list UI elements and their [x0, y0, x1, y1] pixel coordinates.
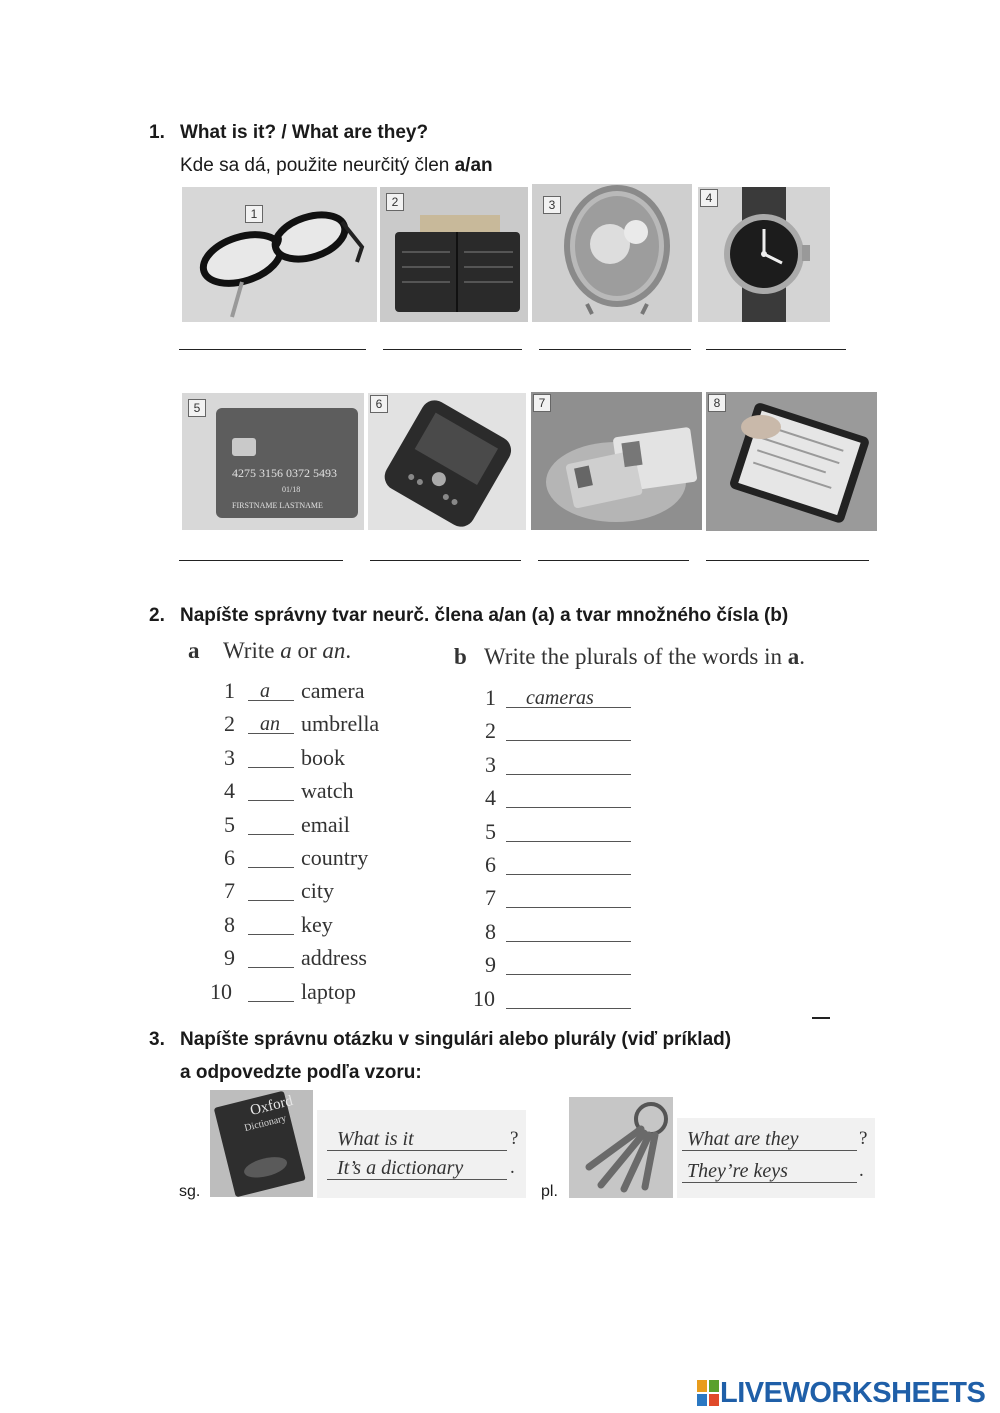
- blank-line: [506, 1008, 631, 1009]
- article-input[interactable]: [248, 878, 294, 900]
- item-number: 2: [485, 718, 496, 744]
- answer-input-8[interactable]: [706, 537, 869, 559]
- item-number: 6: [224, 845, 235, 870]
- pl-answer: They’re keys: [687, 1160, 788, 1182]
- item-word: camera: [301, 678, 365, 703]
- blank-line: [506, 740, 631, 741]
- pl-example-card: [677, 1118, 875, 1198]
- article-answer: an: [260, 713, 280, 736]
- instruction-dot: .: [345, 638, 352, 663]
- instruction-dot: .: [799, 644, 806, 669]
- item-number: 5: [485, 818, 496, 844]
- article-input[interactable]: [248, 945, 294, 967]
- plural-input[interactable]: [506, 752, 631, 774]
- answer-input-1[interactable]: [179, 326, 366, 348]
- plural-input[interactable]: [506, 718, 631, 740]
- blank-line: [506, 841, 631, 842]
- blank-line: [506, 941, 631, 942]
- photo-wallet: [380, 187, 528, 322]
- dash-mark: [812, 1017, 830, 1019]
- photo-number: 3: [543, 196, 561, 214]
- answer-input-4[interactable]: [706, 326, 846, 348]
- photo-number: 1: [245, 205, 263, 223]
- item-number: 7: [224, 878, 235, 904]
- answer-line: [682, 1150, 857, 1151]
- blank-line: [248, 967, 294, 968]
- item-word: umbrella: [301, 711, 380, 737]
- photo-tablet: [706, 392, 877, 531]
- part-a-letter: a: [188, 638, 200, 663]
- answer-line: [706, 560, 869, 561]
- blank-line: [248, 1001, 294, 1002]
- plural-input[interactable]: [506, 885, 631, 907]
- section2-title: Napíšte správny tvar neurč. člena a/an (a) a tvar množného čísla (b): [180, 605, 789, 626]
- instruction-bold: a: [787, 644, 800, 669]
- photo-watch: [698, 187, 830, 322]
- item-number: 6: [485, 852, 496, 877]
- item-number: 7: [485, 885, 496, 911]
- blank-line: [506, 874, 631, 875]
- answer-line: [370, 560, 521, 561]
- article-input[interactable]: [248, 812, 294, 834]
- blank-line: [248, 867, 294, 868]
- photo-number: 2: [386, 193, 404, 211]
- plural-input[interactable]: [506, 819, 631, 841]
- article-input[interactable]: [248, 845, 294, 867]
- part-a-instruction: [223, 638, 351, 664]
- photo-number: 4: [700, 189, 718, 207]
- answer-line: [327, 1150, 507, 1151]
- item-number: 10: [473, 985, 495, 1011]
- article-input[interactable]: [248, 912, 294, 934]
- photo-number: 8: [708, 394, 726, 412]
- item-word: address: [301, 945, 367, 971]
- item-number: 9: [485, 952, 496, 978]
- photo-phone: [368, 393, 526, 530]
- blank-line: [248, 900, 294, 901]
- section1-instruction: [180, 155, 493, 177]
- answer-line: [383, 349, 522, 350]
- photo-frame: [532, 184, 692, 322]
- plural-input[interactable]: [506, 952, 631, 974]
- item-number: 2: [224, 711, 235, 737]
- item-word: book: [301, 744, 345, 770]
- instruction-or: or: [291, 638, 323, 663]
- item-word: watch: [301, 778, 354, 804]
- section2-number: 2.: [149, 605, 165, 626]
- item-word: key: [301, 911, 333, 937]
- answer-line: [706, 349, 846, 350]
- item-number: 8: [224, 911, 235, 937]
- blank-line: [248, 767, 294, 768]
- blank-line: [248, 834, 294, 835]
- answer-line: [539, 349, 691, 350]
- answer-input-2[interactable]: [383, 326, 522, 348]
- item-word: country: [301, 845, 369, 870]
- answer-line: [327, 1179, 507, 1180]
- pl-question-mark: ?: [859, 1128, 868, 1149]
- photo-keys: [569, 1097, 673, 1198]
- blank-line: [506, 974, 631, 975]
- pl-dot: .: [859, 1160, 864, 1181]
- liveworksheets-logo-icon: [697, 1380, 719, 1406]
- item-number: 3: [224, 744, 235, 770]
- photo-glasses: [182, 187, 377, 322]
- article-input[interactable]: [248, 979, 294, 1001]
- plural-input[interactable]: [506, 785, 631, 807]
- pl-label: pl.: [541, 1183, 558, 1200]
- answer-line: [538, 560, 689, 561]
- instruction-article: a/an: [454, 155, 493, 176]
- instruction-text: Kde sa dá, použite neurčitý člen: [180, 155, 455, 176]
- item-word: laptop: [301, 978, 356, 1004]
- section3-title-line2: a odpovedzte podľa vzoru:: [180, 1062, 422, 1083]
- keys-icon: [569, 1097, 673, 1198]
- sg-dot: .: [510, 1157, 515, 1178]
- tablet-icon: [706, 392, 877, 531]
- answer-line: [179, 349, 366, 350]
- sg-example-card: [317, 1110, 526, 1198]
- photo-number: 5: [188, 399, 206, 417]
- plural-input[interactable]: [506, 919, 631, 941]
- part-b-instruction: [484, 644, 805, 670]
- item-number: 4: [224, 778, 235, 804]
- answer-input-7[interactable]: [538, 537, 689, 559]
- plural-input[interactable]: [506, 986, 631, 1008]
- article-answer: a: [260, 680, 270, 702]
- item-number: 5: [224, 811, 235, 837]
- answer-line: [682, 1182, 857, 1183]
- instruction-a: a: [280, 638, 292, 663]
- blank-line: [506, 807, 631, 808]
- article-input[interactable]: [248, 745, 294, 767]
- id-cards-icon: [531, 392, 702, 530]
- blank-line: [506, 774, 631, 775]
- card-expiry: 01/18: [282, 485, 301, 494]
- item-word: email: [301, 811, 350, 837]
- photo-number: 7: [533, 394, 551, 412]
- mobile-phone-icon: [368, 393, 526, 530]
- item-number: 4: [485, 785, 496, 811]
- part-b-letter: b: [454, 644, 467, 669]
- photo-dictionary: [210, 1090, 313, 1197]
- plural-answer: cameras: [526, 687, 594, 709]
- plural-input[interactable]: [506, 852, 631, 874]
- sg-question-mark: ?: [510, 1128, 519, 1149]
- watch-icon: [698, 187, 830, 322]
- sg-question: What is it: [337, 1128, 414, 1150]
- article-input[interactable]: [248, 778, 294, 800]
- photo-credit-card: [182, 393, 364, 530]
- sg-label: sg.: [179, 1183, 201, 1200]
- instruction-an: an: [322, 638, 346, 663]
- item-number: 3: [485, 751, 496, 777]
- section1-number: 1.: [149, 122, 165, 143]
- book-subtitle: Dictionary: [243, 1112, 288, 1135]
- card-name: FIRSTNAME LASTNAME: [232, 501, 323, 510]
- section1-title: What is it? / What are they?: [180, 122, 429, 143]
- blank-line: [506, 907, 631, 908]
- answer-line: [179, 560, 343, 561]
- section3-number: 3.: [149, 1029, 165, 1050]
- item-word: city: [301, 878, 334, 904]
- item-number: 9: [224, 945, 235, 971]
- glasses-icon: [182, 187, 377, 322]
- photo-number: 6: [370, 395, 388, 413]
- blank-line: [248, 934, 294, 935]
- answer-input-5[interactable]: [179, 537, 343, 559]
- answer-input-6[interactable]: [370, 537, 521, 559]
- instruction-text: Write the plurals of the words in: [484, 644, 788, 669]
- instruction-text: Write: [223, 638, 281, 663]
- sg-answer: It’s a dictionary: [337, 1157, 464, 1179]
- item-number: 1: [224, 678, 235, 703]
- answer-input-3[interactable]: [539, 326, 691, 348]
- liveworksheets-brand[interactable]: LIVEWORKSHEETS: [720, 1377, 986, 1409]
- card-number: 4275 3156 0372 5493: [232, 466, 337, 480]
- item-number: 10: [210, 978, 232, 1004]
- pl-question: What are they: [687, 1128, 799, 1150]
- item-number: 1: [485, 685, 496, 710]
- section3-title-line1: Napíšte správnu otázku v singulári alebo plurály (viď príklad): [180, 1029, 732, 1050]
- photo-id-cards: [531, 392, 702, 530]
- blank-line: [248, 700, 294, 701]
- item-number: 8: [485, 918, 496, 944]
- blank-line: [248, 800, 294, 801]
- book-title: Oxford: [248, 1093, 295, 1120]
